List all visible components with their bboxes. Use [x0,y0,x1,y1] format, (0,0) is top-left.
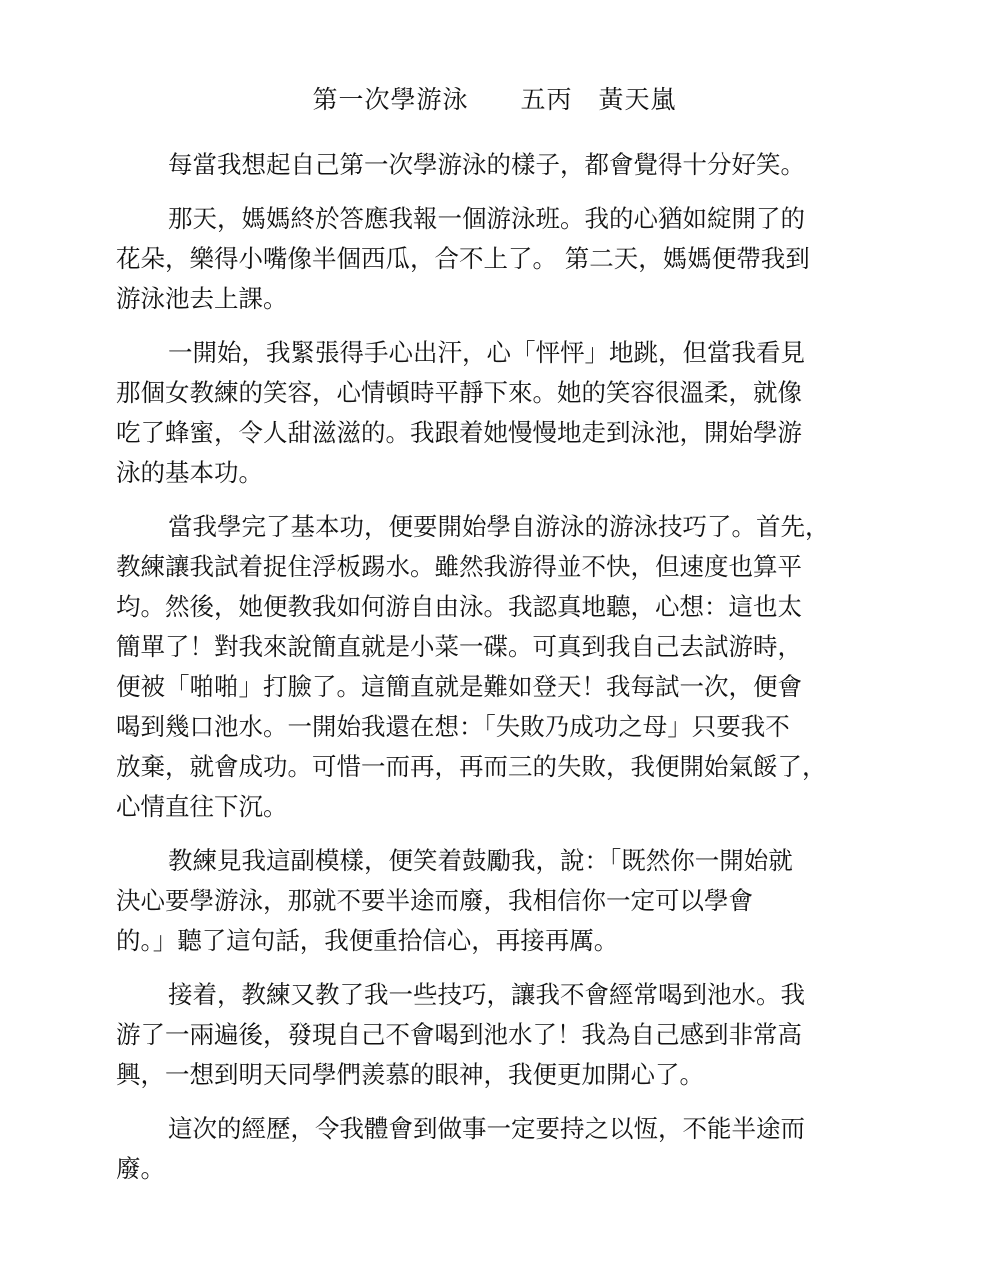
text-line: 接着，教練又教了我一些技巧，讓我不會經常喝到池水。我 [168,980,805,1009]
text-line: 教練讓我試着捉住浮板踢水。雖然我游得並不快，但速度也算平 [116,552,802,581]
document-title: 第一次學游泳 五丙 黃天嵐 [312,85,677,114]
paragraph-5 [116,841,876,961]
text-line: 放棄，就會成功。可惜一而再，再而三的失敗，我便開始氣餒了， [116,752,827,781]
paragraph-3 [116,333,876,493]
text-line: 泳的基本功。 [116,458,263,487]
text-line: 當我學完了基本功，便要開始學自游泳的游泳技巧了。首先， [168,512,830,541]
text-line: 決心要學游泳，那就不要半途而廢，我相信你一定可以學會 [116,886,753,915]
text-line: 那個女教練的笑容，心情頓時平靜下來。她的笑容很溫柔，就像 [116,378,802,407]
text-line: 簡單了！對我來說簡直就是小菜一碟。可真到我自己去試游時， [116,632,802,661]
paragraph-7 [116,1109,876,1189]
text-line: 心情直往下沉。 [116,792,288,821]
text-line: 興，一想到明天同學們羨慕的眼神，我便更加開心了。 [116,1060,704,1089]
essay-body [116,145,876,1203]
text-line: 均。然後，她便教我如何游自由泳。我認真地聽，心想：這也太 [116,592,802,621]
paragraph-4 [116,507,876,827]
paragraph-1 [116,145,876,185]
text-line: 的。」聽了這句話，我便重拾信心，再接再厲。 [116,926,619,955]
text-line: 廢。 [116,1154,165,1183]
text-line: 吃了蜂蜜，令人甜滋滋的。我跟着她慢慢地走到泳池，開始學游 [116,418,802,447]
text-line: 一開始，我緊張得手心出汗，心「怦怦」地跳，但當我看見 [168,338,805,367]
text-line: 這次的經歷，令我體會到做事一定要持之以恆，不能半途而 [168,1114,805,1143]
text-line: 游泳池去上課。 [116,284,288,313]
paragraph-6 [116,975,876,1095]
text-line: 教練見我這副模樣，便笑着鼓勵我，說：「既然你一開始就 [168,846,793,875]
paragraph-2 [116,199,876,319]
text-line: 游了一兩遍後，發現自己不會喝到池水了！我為自己感到非常高 [116,1020,802,1049]
text-line: 每當我想起自己第一次學游泳的樣子，都會覺得十分好笑。 [168,150,805,179]
text-line: 喝到幾口池水。一開始我還在想：「失敗乃成功之母」只要我不 [116,712,790,741]
text-line: 便被「啪啪」打臉了。這簡直就是難如登天！我每試一次，便會 [116,672,802,701]
text-line: 那天，媽媽終於答應我報一個游泳班。我的心猶如綻開了的 [168,204,805,233]
text-line: 花朵，樂得小嘴像半個西瓜，合不上了。 第二天，媽媽便帶我到 [116,244,810,273]
